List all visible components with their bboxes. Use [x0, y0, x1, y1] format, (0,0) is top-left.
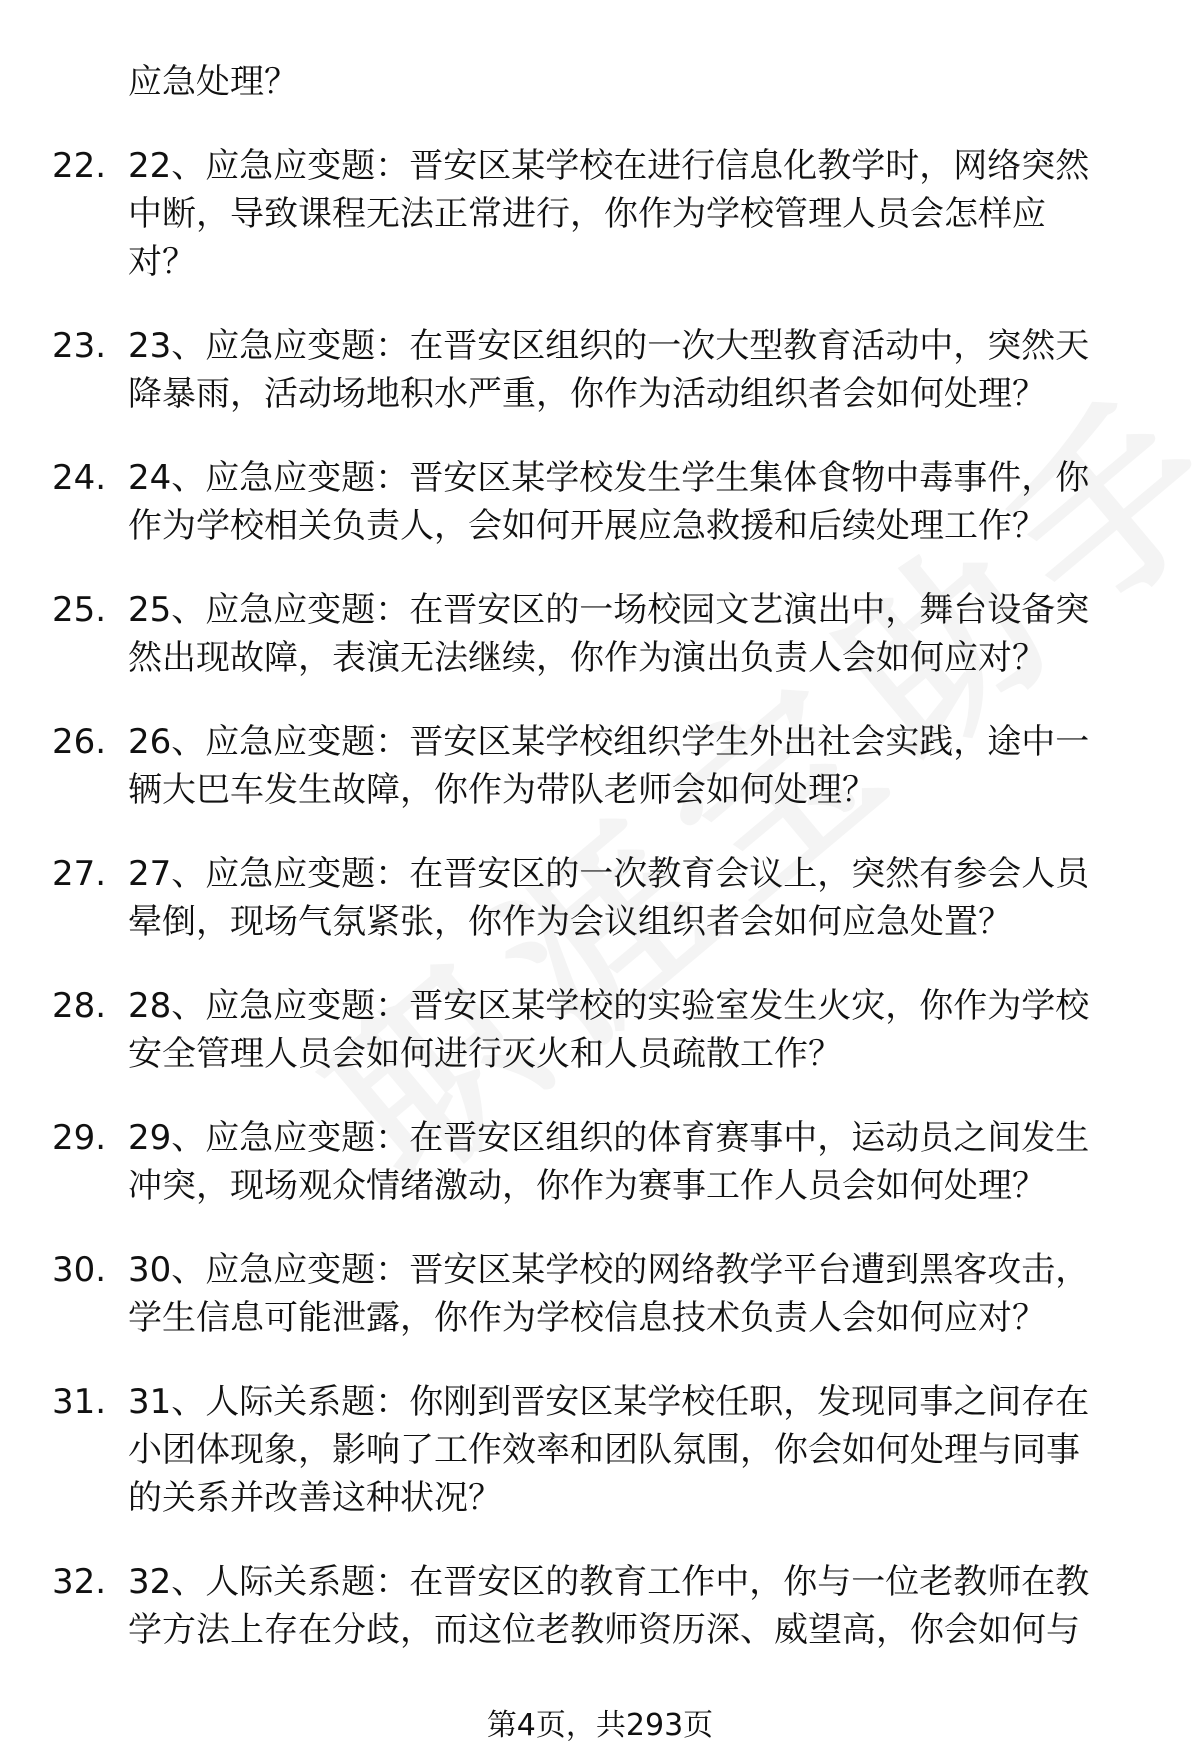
question-line: 25、应急应变题：在晋安区的一场校园文艺演出中，舞台设备突 — [128, 590, 1090, 630]
question-line: 学生信息可能泄露，你作为学校信息技术负责人会如何应对？ — [128, 1298, 1046, 1338]
question-line: 30、应急应变题：晋安区某学校的网络教学平台遭到黑客攻击， — [128, 1250, 1090, 1290]
question-line: 24、应急应变题：晋安区某学校发生学生集体食物中毒事件，你 — [128, 458, 1090, 498]
question-line: 27、应急应变题：在晋安区的一次教育会议上，突然有参会人员 — [128, 854, 1090, 894]
question-item — [0, 718, 1200, 814]
question-line: 31、人际关系题：你刚到晋安区某学校任职，发现同事之间存在 — [128, 1382, 1090, 1422]
question-line: 晕倒，现场气氛紧张，你作为会议组织者会如何应急处置？ — [128, 902, 1012, 942]
question-item — [0, 454, 1200, 550]
question-item — [0, 1558, 1200, 1654]
question-item — [0, 1114, 1200, 1210]
question-line: 26、应急应变题：晋安区某学校组织学生外出社会实践，途中一 — [128, 722, 1090, 762]
question-text — [128, 718, 1148, 814]
question-line: 安全管理人员会如何进行灭火和人员疏散工作？ — [128, 1034, 842, 1074]
question-item — [0, 982, 1200, 1078]
question-number: 30. — [52, 1250, 107, 1290]
question-line: 中断，导致课程无法正常进行，你作为学校管理人员会怎样应 — [128, 194, 1046, 234]
question-line: 作为学校相关负责人，会如何开展应急救援和后续处理工作？ — [128, 506, 1046, 546]
question-item — [0, 586, 1200, 682]
question-item — [0, 142, 1200, 286]
question-line: 的关系并改善这种状况？ — [128, 1478, 502, 1518]
question-text — [128, 1246, 1148, 1342]
question-number: 27. — [52, 854, 107, 894]
question-number: 23. — [52, 326, 107, 366]
question-item — [0, 1246, 1200, 1342]
question-line: 降暴雨，活动场地积水严重，你作为活动组织者会如何处理？ — [128, 374, 1046, 414]
page-footer: 第4页，共293页 — [486, 1708, 714, 1743]
question-line: 23、应急应变题：在晋安区组织的一次大型教育活动中，突然天 — [128, 326, 1090, 366]
question-number: 31. — [52, 1382, 107, 1422]
question-line: 28、应急应变题：晋安区某学校的实验室发生火灾，你作为学校 — [128, 986, 1090, 1026]
question-text — [128, 1378, 1148, 1522]
question-line: 22、应急应变题：晋安区某学校在进行信息化教学时，网络突然 — [128, 146, 1090, 186]
question-text — [128, 454, 1148, 550]
question-text — [128, 1114, 1148, 1210]
question-text — [128, 142, 1148, 286]
question-line: 然出现故障，表演无法继续，你作为演出负责人会如何应对？ — [128, 638, 1046, 678]
question-number: 26. — [52, 722, 107, 762]
question-number: 32. — [52, 1562, 107, 1602]
question-number: 25. — [52, 590, 107, 630]
question-line: 辆大巴车发生故障，你作为带队老师会如何处理？ — [128, 770, 876, 810]
question-number: 29. — [52, 1118, 107, 1158]
question-text — [128, 982, 1148, 1078]
question-line: 小团体现象，影响了工作效率和团队氛围，你会如何处理与同事 — [128, 1430, 1080, 1470]
question-text — [128, 586, 1148, 682]
continuation-text: 应急处理？ — [128, 62, 298, 102]
question-line: 学方法上存在分歧，而这位老教师资历深、威望高，你会如何与 — [128, 1610, 1080, 1650]
question-text — [128, 322, 1148, 418]
question-item — [0, 322, 1200, 418]
question-item — [0, 1378, 1200, 1522]
question-number: 24. — [52, 458, 107, 498]
question-list — [0, 142, 1200, 1690]
question-line: 对？ — [128, 242, 196, 282]
question-text — [128, 1558, 1148, 1654]
question-number: 28. — [52, 986, 107, 1026]
question-line: 29、应急应变题：在晋安区组织的体育赛事中，运动员之间发生 — [128, 1118, 1090, 1158]
question-line: 32、人际关系题：在晋安区的教育工作中，你与一位老教师在教 — [128, 1562, 1090, 1602]
question-number: 22. — [52, 146, 107, 186]
question-line: 冲突，现场观众情绪激动，你作为赛事工作人员会如何处理？ — [128, 1166, 1046, 1206]
question-item — [0, 850, 1200, 946]
question-text — [128, 850, 1148, 946]
